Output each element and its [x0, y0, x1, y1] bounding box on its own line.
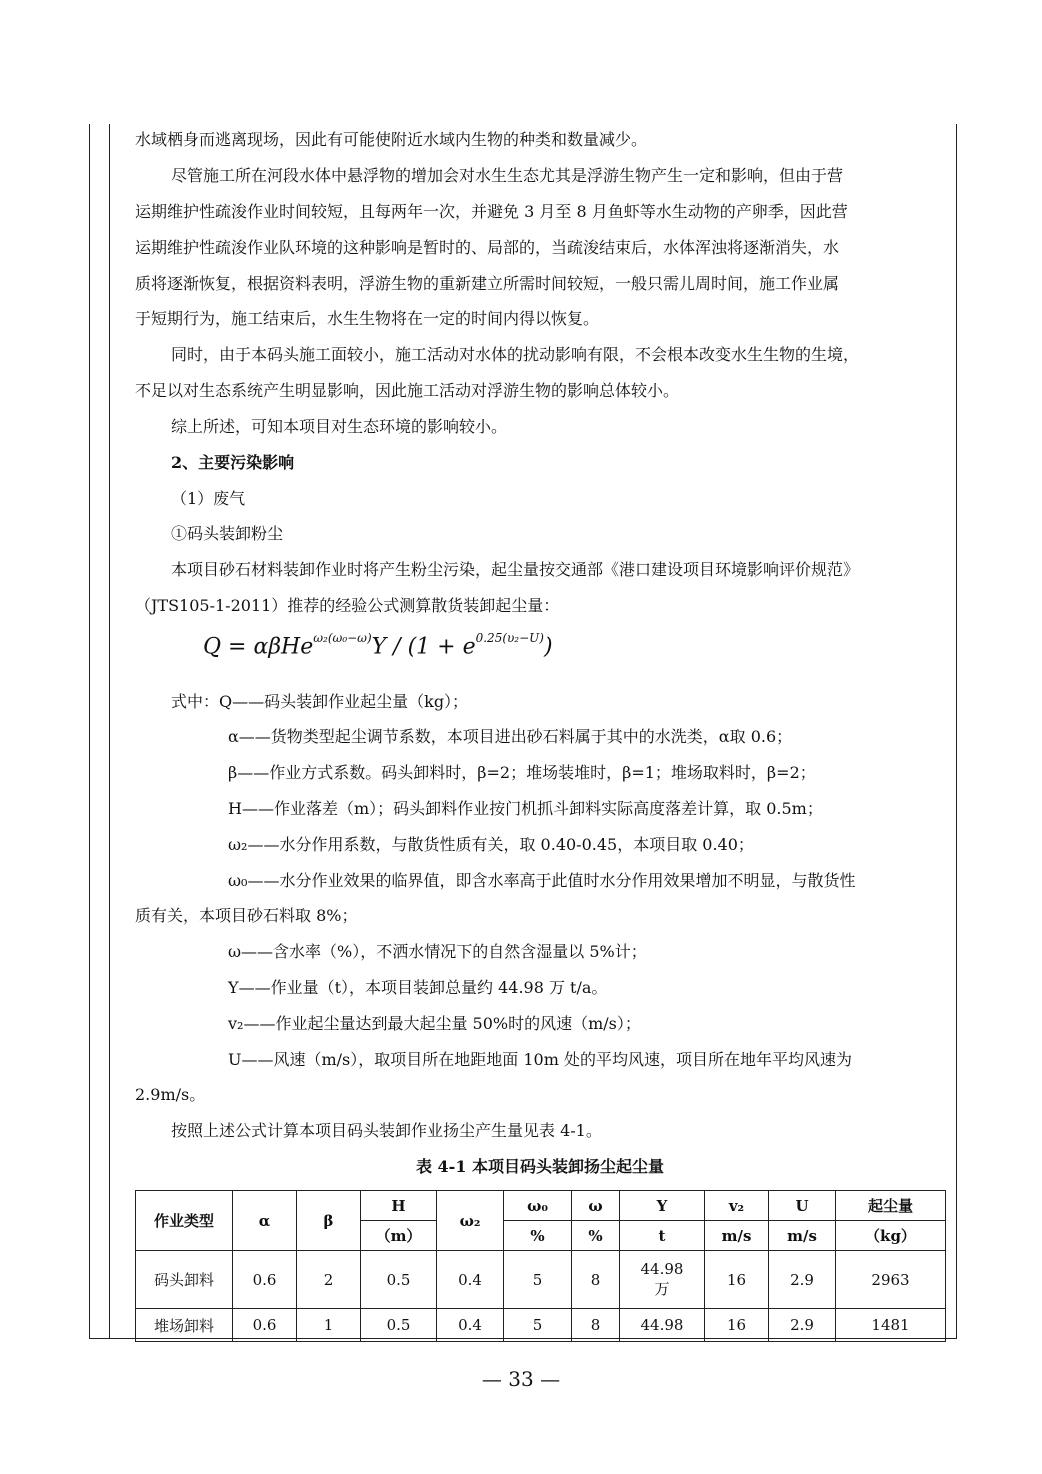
header-y-unit: t [620, 1221, 705, 1251]
paragraph-line: 运期维护性疏浚作业时间较短，且每两年一次，并避免 3 月至 8 月鱼虾等水生动物的产卵季，因此营 [135, 202, 848, 221]
definition-line: α——货物类型起尘调节系数，本项目进出砂石料属于其中的水洗类，α取 0.6； [228, 727, 793, 746]
cell-w0: 5 [504, 1309, 572, 1342]
formula-main: Q = αβHe [203, 634, 314, 660]
cell-y: 44.98 [620, 1309, 705, 1342]
paragraph-line: 按照上述公式计算本项目码头装卸作业扬尘产生量见表 4-1。 [171, 1121, 602, 1140]
definition-line: 质有关，本项目砂石料取 8%； [135, 906, 358, 925]
header-h-unit: （m） [361, 1221, 437, 1251]
header-u-unit: m/s [769, 1221, 836, 1251]
cell-u: 2.9 [769, 1309, 836, 1342]
definition-line: β——作业方式系数。码头卸料时，β=2；堆场装堆时，β=1；堆场取料时，β=2； [228, 763, 816, 782]
definition-line: ω₂——水分作用系数，与散货性质有关，取 0.40-0.45，本项目取 0.40； [228, 835, 754, 854]
paragraph-line: 质将逐渐恢复，根据资料表明，浮游生物的重新建立所需时间较短，一般只需儿周时间，施工作业属 [135, 274, 840, 293]
formula-exponent-1: ω₂(ω₀−ω) [313, 631, 372, 645]
definition-line: U——风速（m/s），取项目所在地距地面 10m 处的平均风速，项目所在地年平均风速为 [228, 1050, 852, 1069]
cell-q: 2963 [836, 1251, 946, 1309]
section-heading: 2、主要污染影响 [171, 453, 295, 472]
header-y: Y [620, 1191, 705, 1221]
paragraph-line: （JTS105-1-2011）推荐的经验公式测算散货装卸起尘量： [135, 596, 560, 615]
header-v2: v₂ [705, 1191, 769, 1221]
item-heading: ①码头装卸粉尘 [171, 524, 284, 543]
cell-y-value: 44.98 [640, 1260, 684, 1278]
header-u: U [769, 1191, 836, 1221]
cell-v2: 16 [705, 1309, 769, 1342]
cell-u: 2.9 [769, 1251, 836, 1309]
cell-alpha: 0.6 [233, 1309, 297, 1342]
cell-y [620, 1251, 705, 1309]
cell-v2: 16 [705, 1251, 769, 1309]
header-q: 起尘量 [836, 1191, 946, 1221]
definition-line: ω——含水率（%），不洒水情况下的自然含湿量以 5%计； [228, 942, 647, 961]
paragraph-line: 不足以对生态系统产生明显影响，因此施工活动对浮游生物的影响总体较小。 [135, 381, 680, 400]
cell-h: 0.5 [361, 1251, 437, 1309]
header-w2: ω₂ [437, 1191, 504, 1251]
header-type: 作业类型 [136, 1191, 233, 1251]
cell-w2: 0.4 [437, 1309, 504, 1342]
paragraph-line: 同时，由于本码头施工面较小，施工活动对水体的扰动影响有限，不会根本改变水生生物的生境， [171, 345, 860, 364]
paragraph-line: 尽管施工所在河段水体中悬浮物的增加会对水生生态尤其是浮游生物产生一定和影响，但由于营 [171, 166, 844, 185]
paragraph-line: 本项目砂石材料装卸作业时将产生粉尘污染，起尘量按交通部《港口建设项目环境影响评价规范》 [171, 560, 860, 579]
cell-type: 堆场卸料 [136, 1309, 233, 1342]
definition-line: Y——作业量（t），本项目装卸总量约 44.98 万 t/a。 [228, 978, 608, 997]
dust-table [135, 1190, 946, 1342]
subsection-heading: （1）废气 [171, 489, 246, 508]
header-q-unit: （kg） [836, 1221, 946, 1251]
header-w-unit: % [572, 1221, 620, 1251]
table-row [136, 1251, 946, 1309]
table-row [136, 1309, 946, 1342]
cell-type: 码头卸料 [136, 1251, 233, 1309]
cell-w2: 0.4 [437, 1251, 504, 1309]
cell-q: 1481 [836, 1309, 946, 1342]
cell-w: 8 [572, 1251, 620, 1309]
definition-line: ω₀——水分作业效果的临界值，即含水率高于此值时水分作用效果增加不明显，与散货性 [228, 871, 856, 890]
formula-mid: Y / (1 + e [371, 634, 476, 660]
formula-end: ) [543, 634, 553, 660]
definition-line: 2.9m/s。 [135, 1085, 206, 1104]
cell-w0: 5 [504, 1251, 572, 1309]
header-alpha: α [233, 1191, 297, 1251]
definition-line: v₂——作业起尘量达到最大起尘量 50%时的风速（m/s）； [228, 1014, 641, 1033]
cell-beta: 1 [297, 1309, 361, 1342]
header-w0-unit: % [504, 1221, 572, 1251]
cell-alpha: 0.6 [233, 1251, 297, 1309]
paragraph-line: 水域栖身而逃离现场，因此有可能使附近水域内生物的种类和数量减少。 [135, 130, 648, 149]
definition-line: 式中：Q——码头装卸作业起尘量（kg）； [171, 692, 469, 711]
header-w: ω [572, 1191, 620, 1221]
paragraph-line: 于短期行为，施工结束后，水生生物将在一定的时间内得以恢复。 [135, 309, 600, 328]
frame-inner-rule [109, 124, 110, 1338]
header-beta: β [297, 1191, 361, 1251]
cell-w: 8 [572, 1309, 620, 1342]
page-number: — 33 — [481, 1367, 561, 1391]
cell-h: 0.5 [361, 1309, 437, 1342]
cell-y-unit: 万 [654, 1280, 670, 1298]
header-w0: ω₀ [504, 1191, 572, 1221]
header-v2-unit: m/s [705, 1221, 769, 1251]
definition-line: H——作业落差（m）；码头卸料作业按门机抓斗卸料实际高度落差计算，取 0.5m； [228, 799, 823, 818]
cell-beta: 2 [297, 1251, 361, 1309]
paragraph-line: 综上所述，可知本项目对生态环境的影响较小。 [171, 417, 508, 436]
paragraph-line: 运期维护性疏浚作业队环境的这种影响是暂时的、局部的，当疏浚结束后，水体浑浊将逐渐消失，水 [135, 238, 840, 257]
formula-exponent-2: 0.25(υ₂−U) [475, 631, 544, 645]
dust-formula [203, 631, 553, 660]
header-h: H [361, 1191, 437, 1221]
table-caption: 表 4-1 本项目码头装卸扬尘起尘量 [415, 1157, 665, 1176]
